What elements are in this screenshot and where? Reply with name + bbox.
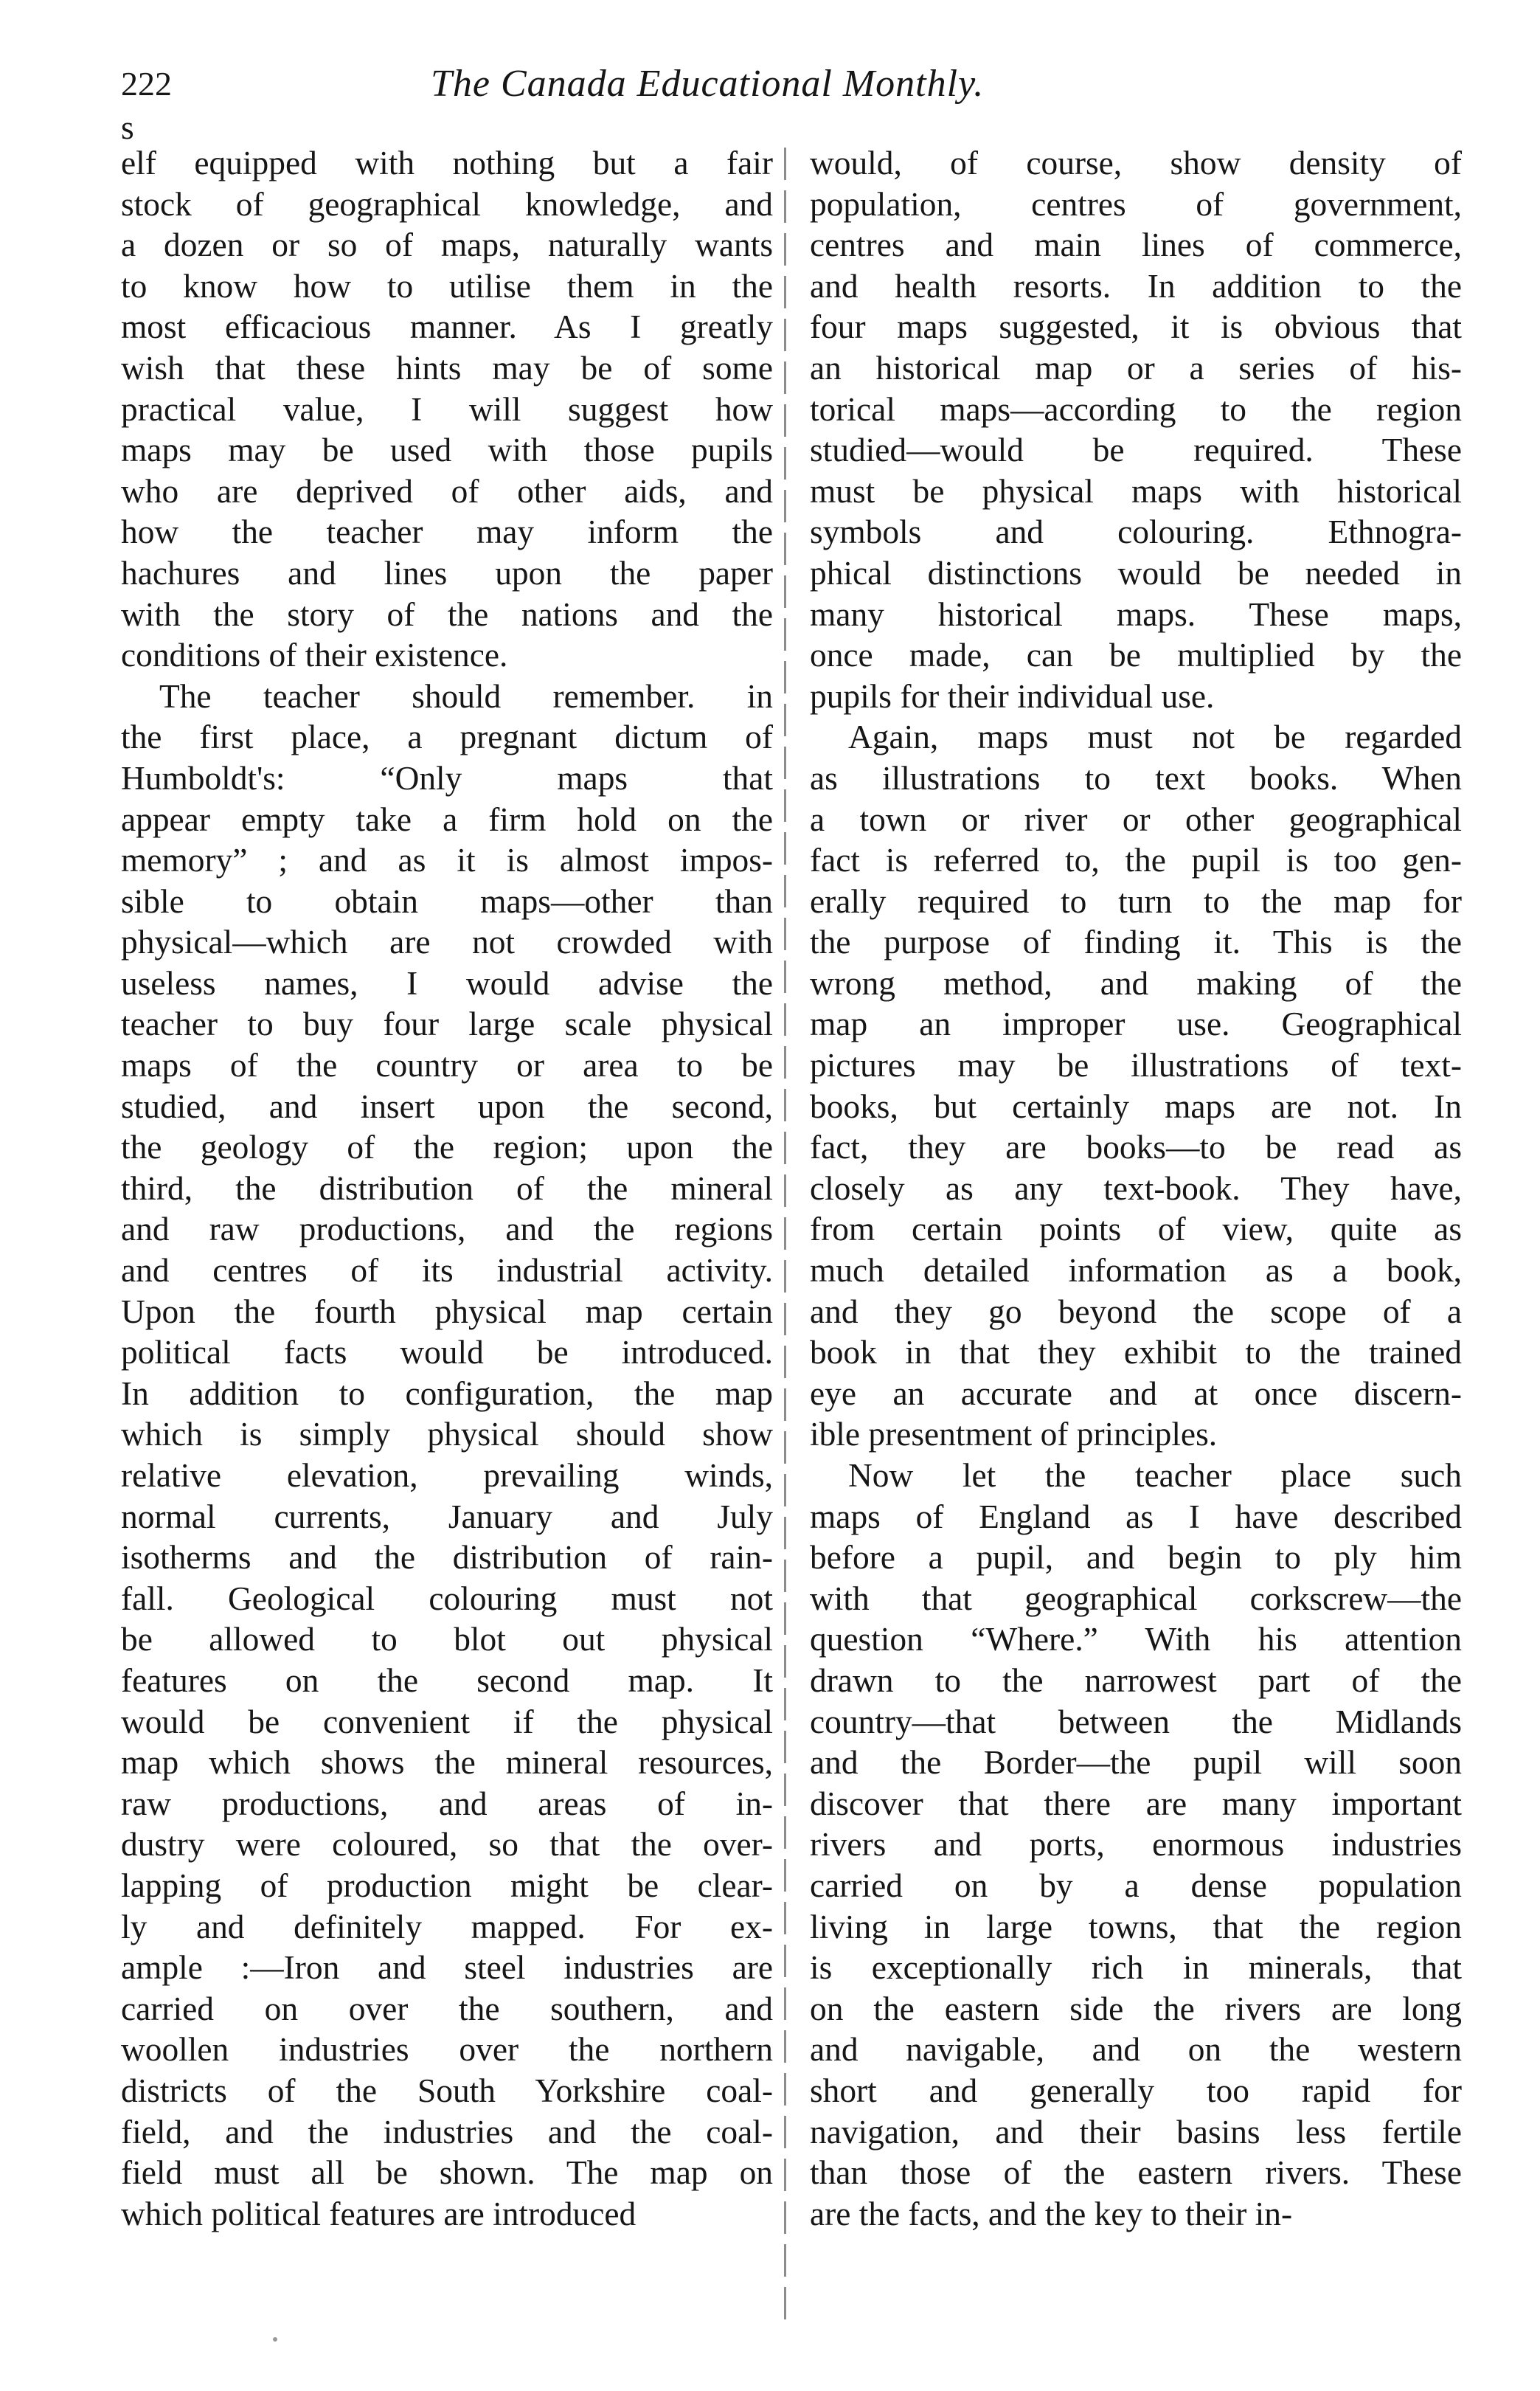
text-line: lapping of production might be clear- — [121, 1866, 773, 1904]
text-line: and they go beyond the scope of a — [810, 1293, 1462, 1330]
text-line: which political features are introduced — [121, 2195, 637, 2232]
text-line: discover that there are many important — [810, 1785, 1462, 1822]
text-line: In addition to configuration, the map — [121, 1374, 773, 1412]
text-line: must be physical maps with historical — [810, 472, 1462, 510]
text-line: relative elevation, prevailing winds, — [121, 1457, 773, 1494]
text-line: eye an accurate and at once discern- — [810, 1374, 1462, 1412]
text-line: practical value, I will suggest how — [121, 390, 773, 428]
text-line: Upon the fourth physical map certain — [121, 1293, 773, 1330]
text-line: four maps suggested, it is obvious that — [810, 308, 1462, 346]
text-line: most efficacious manner. As I greatly — [121, 308, 773, 346]
text-line: stock of geographical knowledge, and — [121, 185, 773, 223]
text-line: Now let the teacher place such — [848, 1457, 1462, 1494]
text-line: question “Where.” With his attention — [810, 1621, 1462, 1658]
text-line: and centres of its industrial activity. — [121, 1252, 773, 1290]
text-line: many historical maps. These maps, — [810, 595, 1462, 633]
text-line: Humboldt's: “Only maps that — [121, 759, 773, 797]
text-line: book in that they exhibit to the trained — [810, 1334, 1462, 1371]
text-line: pictures may be illustrations of text- — [810, 1047, 1462, 1084]
text-line: centres and main lines of commerce, — [810, 226, 1462, 264]
text-line: a town or river or other geographical — [810, 800, 1462, 838]
text-line: ly and definitely mapped. For ex- — [121, 1908, 773, 1945]
text-line: a dozen or so of maps, naturally wants — [121, 226, 773, 264]
text-line: maps of the country or area to be — [121, 1047, 773, 1084]
text-line: studied—would be required. These — [810, 432, 1462, 469]
text-line: ample :—Iron and steel industries are — [121, 1949, 773, 1987]
text-line: sible to obtain maps—other than — [121, 882, 773, 920]
text-line: fact is referred to, the pupil is too gen- — [810, 842, 1462, 879]
text-line: how the teacher may inform the — [121, 513, 773, 551]
text-line: conditions of their existence. — [121, 637, 508, 674]
text-line: navigation, and their basins less fertile — [810, 2113, 1462, 2150]
text-line: which is simply physical should show — [121, 1416, 773, 1453]
text-line: than those of the eastern rivers. These — [810, 2154, 1462, 2192]
text-line: woollen industries over the northern — [121, 2031, 773, 2069]
text-line: hachures and lines upon the paper — [121, 554, 773, 592]
text-line: maps of England as I have described — [810, 1498, 1462, 1535]
page-speck — [273, 2337, 277, 2342]
page-number: 222 — [121, 65, 172, 103]
text-line: torical maps—according to the region — [810, 390, 1462, 428]
right-column — [810, 109, 1462, 2235]
right-column-paragraph-3 — [810, 1456, 1462, 2235]
text-line: teacher to buy four large scale physical — [121, 1006, 773, 1043]
text-line: wish that these hints may be of some — [121, 349, 773, 387]
text-line: map which shows the mineral resources, — [121, 1744, 773, 1782]
text-line: memory” ; and as it is almost impos- — [121, 842, 773, 879]
text-line: map an improper use. Geographical — [810, 1006, 1462, 1043]
text-line: third, the distribution of the mineral — [121, 1169, 773, 1207]
text-line: and the Border—the pupil will soon — [810, 1744, 1462, 1782]
text-line: the first place, a pregnant dictum of — [121, 719, 773, 756]
text-line: normal currents, January and July — [121, 1498, 773, 1535]
left-column-paragraph-2 — [121, 677, 773, 2235]
text-line: field, and the industries and the coal- — [121, 2113, 773, 2150]
text-line: from certain points of view, quite as — [810, 1211, 1462, 1248]
text-line: on the eastern side the rivers are long — [810, 1990, 1462, 2027]
text-line: once made, can be multiplied by the — [810, 637, 1462, 674]
text-line: to know how to utilise them in the — [121, 267, 773, 305]
text-line: field must all be shown. The map on — [121, 2154, 773, 2192]
text-line: physical—which are not crowded with — [121, 924, 773, 961]
text-line: appear empty take a firm hold on the — [121, 800, 773, 838]
text-line: be allowed to blot out physical — [121, 1621, 773, 1658]
text-line: with that geographical corkscrew—the — [810, 1579, 1462, 1617]
text-line: would, of course, show density of — [810, 145, 1462, 181]
text-line: symbols and colouring. Ethnogra- — [810, 513, 1462, 551]
text-line: isotherms and the distribution of rain- — [121, 1539, 773, 1577]
text-line: pupils for their individual use. — [810, 677, 1215, 715]
text-line: are the facts, and the key to their in- — [810, 2195, 1293, 2232]
text-line: books, but certainly maps are not. In — [810, 1087, 1462, 1125]
journal-title: The Canada Educational Monthly. — [431, 63, 985, 105]
text-line: rivers and ports, enormous industries — [810, 1826, 1462, 1864]
text-line: maps may be used with those pupils — [121, 432, 773, 469]
text-line: drawn to the narrowest part of the — [810, 1661, 1462, 1699]
text-line: fall. Geological colouring must not — [121, 1579, 773, 1617]
text-line: and raw productions, and the regions — [121, 1211, 773, 1248]
text-line: and health resorts. In addition to the — [810, 267, 1462, 305]
text-line: studied, and insert upon the second, — [121, 1087, 773, 1125]
text-line: living in large towns, that the region — [810, 1908, 1462, 1945]
drop-letter: s — [121, 109, 134, 146]
text-line: useless names, I would advise the — [121, 964, 773, 1002]
text-line: ible presentment of principles. — [810, 1416, 1218, 1453]
text-line: much detailed information as a book, — [810, 1252, 1462, 1290]
text-line: an historical map or a series of his- — [810, 349, 1462, 387]
text-line: and navigable, and on the western — [810, 2031, 1462, 2069]
text-line: features on the second map. It — [121, 1661, 773, 1699]
text-line: is exceptionally rich in minerals, that — [810, 1949, 1462, 1987]
text-line: The teacher should remember. in — [159, 677, 773, 715]
text-line: raw productions, and areas of in- — [121, 1785, 773, 1822]
text-line: carried on over the southern, and — [121, 1990, 773, 2027]
text-line: closely as any text-book. They have, — [810, 1169, 1462, 1207]
left-column — [121, 109, 773, 2235]
text-line: phical distinctions would be needed in — [810, 554, 1462, 592]
text-line: fact, they are books—to be read as — [810, 1129, 1462, 1166]
text-line: as illustrations to text books. When — [810, 759, 1462, 797]
text-line: the purpose of finding it. This is the — [810, 924, 1462, 961]
text-line: before a pupil, and begin to ply him — [810, 1539, 1462, 1577]
text-line: country—that between the Midlands — [810, 1703, 1462, 1740]
text-line: short and generally too rapid for — [810, 2072, 1462, 2109]
text-line: Again, maps must not be regarded — [848, 719, 1462, 756]
left-column-paragraph-1 — [121, 143, 773, 677]
text-line: with the story of the nations and the — [121, 595, 773, 633]
text-line: who are deprived of other aids, and — [121, 472, 773, 510]
text-line: carried on by a dense population — [810, 1866, 1462, 1904]
text-line: districts of the South Yorkshire coal- — [121, 2072, 773, 2109]
text-line: would be convenient if the physical — [121, 1703, 773, 1740]
right-column-paragraph-1 — [810, 143, 1462, 717]
text-line: wrong method, and making of the — [810, 964, 1462, 1002]
text-line: dustry were coloured, so that the over- — [121, 1826, 773, 1864]
right-column-paragraph-2 — [810, 717, 1462, 1456]
text-line: elf equipped with nothing but a fair — [121, 145, 773, 181]
text-line: the geology of the region; upon the — [121, 1129, 773, 1166]
text-line: population, centres of government, — [810, 185, 1462, 223]
text-line: erally required to turn to the map for — [810, 882, 1462, 920]
text-line: political facts would be introduced. — [121, 1334, 773, 1371]
column-divider — [784, 148, 786, 2324]
